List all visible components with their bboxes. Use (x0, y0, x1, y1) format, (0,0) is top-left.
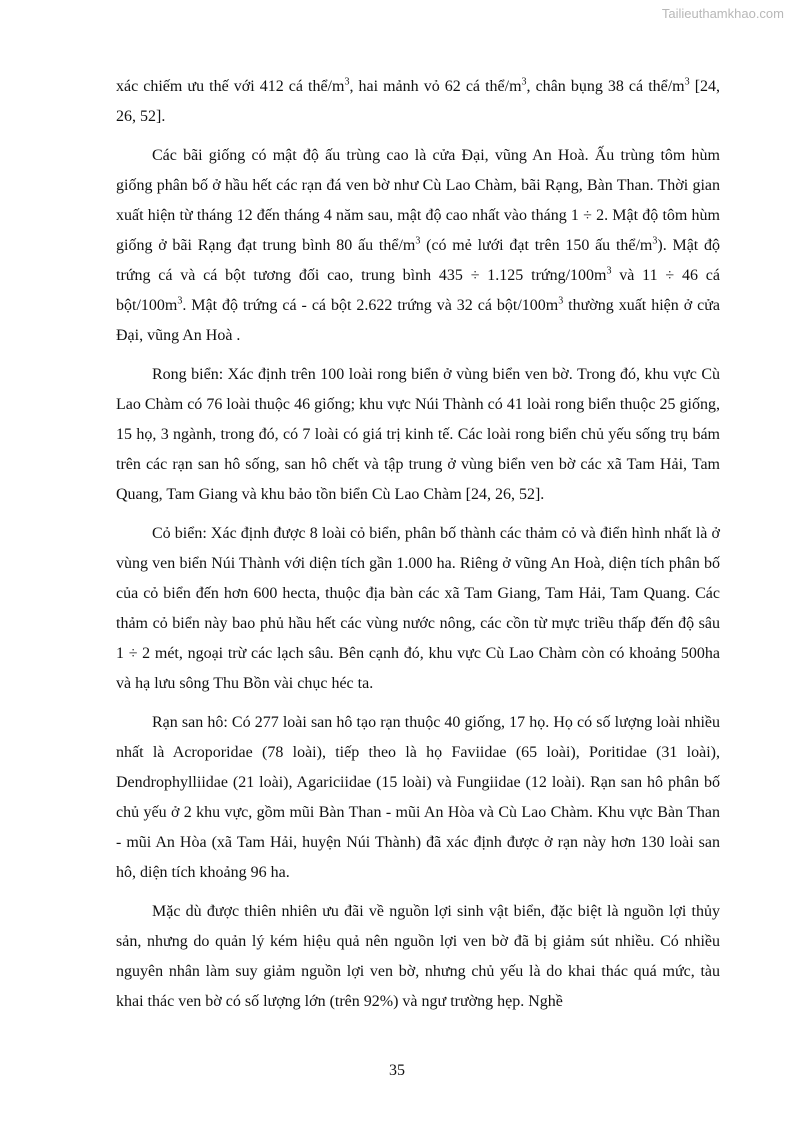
page-number: 35 (389, 1062, 405, 1079)
paragraph-seagrass: Cỏ biển: Xác định được 8 loài cỏ biển, phân bố thành các thảm cỏ và điển hình nhất là ở vùng ven biển Núi Thành với diện tích gần 1.000 ha. Riêng ở vũng An Hoà, diện tích phân bố của cỏ biển đến hơn 600 hecta, thuộc địa bàn các xã Tam Giang, Tam Hải, Tam Quang. Các thảm cỏ biển này bao phủ hầu hết các vùng nước nông, các cồn từ mực triều thấp đến độ sâu 1 ÷ 2 mét, ngoại trừ các lạch sâu. Bên cạnh đó, khu vực Cù Lao Chàm còn có khoảng 500ha và hạ lưu sông Thu Bồn vài chục héc ta. (116, 525, 720, 692)
paragraph-resource-decline: Mặc dù được thiên nhiên ưu đãi về nguồn lợi sinh vật biển, đặc biệt là nguồn lợi thủy sản, nhưng do quản lý kém hiệu quả nên nguồn lợi ven bờ đã bị giảm sút nhiều. Có nhiều nguyên nhân làm suy giảm nguồn lợi ven bờ, nhưng chủ yếu là do khai thác quá mức, tàu khai thác ven bờ có số lượng lớn (trên 92%) và ngư trường hẹp. Nghề (116, 903, 720, 1010)
paragraph-benthos-continued: xác chiếm ưu thế với 412 cá thể/$m^3$, hai mảnh vỏ 62 cá thể/$m^3$, chân bụng 38 cá thể/$m^3$ [24, 26, 52]. (116, 76, 721, 125)
document-body (116, 72, 720, 1026)
paragraph-seaweed: Rong biển: Xác định trên 100 loài rong biển ở vùng biển ven bờ. Trong đó, khu vực Cù Lao Chàm có 76 loài thuộc 46 giống; khu vực Núi Thành có 41 loài rong biển thuộc 25 giống, 15 họ, 3 ngành, trong đó, có 7 loài có giá trị kinh tế. Các loài rong biển chủ yếu sống trụ bám trên các rạn san hô sống, san hô chết và tập trung ở vùng biển ven bờ các xã Tam Hải, Tam Quang, Tam Giang và khu bảo tồn biển Cù Lao Chàm [24, 26, 52]. (116, 366, 720, 503)
paragraph-coral-reef: Rạn san hô: Có 277 loài san hô tạo rạn thuộc 40 giống, 17 họ. Họ có số lượng loài nhiều nhất là Acroporidae (78 loài), tiếp theo là họ Faviidae (65 loài), Poritidae (31 loài), Dendrophylliidae (21 loài), Agariciidae (15 loài) và Fungiidae (12 loài). Rạn san hô phân bố chủ yếu ở 2 khu vực, gồm mũi Bàn Than - mũi An Hòa và Cù Lao Chàm. Khu vực Bàn Than - mũi An Hòa (xã Tam Hải, huyện Núi Thành) đã xác định được ở rạn này hơn 130 loài san hô, diện tích khoảng 96 ha. (116, 714, 720, 881)
watermark: Tailieuthamkhao.com (661, 6, 784, 21)
paragraph-breeding-grounds: Các bãi giống có mật độ ấu trùng cao là cửa Đại, vũng An Hoà. Ấu trùng tôm hùm giống phân bố ở hầu hết các rạn đá ven bờ như Cù Lao Chàm, bãi Rạng, Bàn Than. Thời gian xuất hiện từ tháng 12 đến tháng 4 năm sau, mật độ cao nhất vào tháng 1 ÷ 2. Mật độ tôm hùm giống ở bãi Rạng đạt trung bình 80 ấu thể/$m^3$ (có mẻ lưới đạt trên 150 ấu thể/$m^3$). Mật độ trứng cá và cá bột tương đối cao, trung bình 435 ÷ 1.125 trứng/$100m^3$ và 11 ÷ 46 cá bột/$100m^3$. Mật độ trứng cá - cá bột 2.622 trứng và 32 cá bột/$100m^3$ thường xuất hiện ở cửa Đại, vũng An Hoà . (116, 147, 721, 344)
